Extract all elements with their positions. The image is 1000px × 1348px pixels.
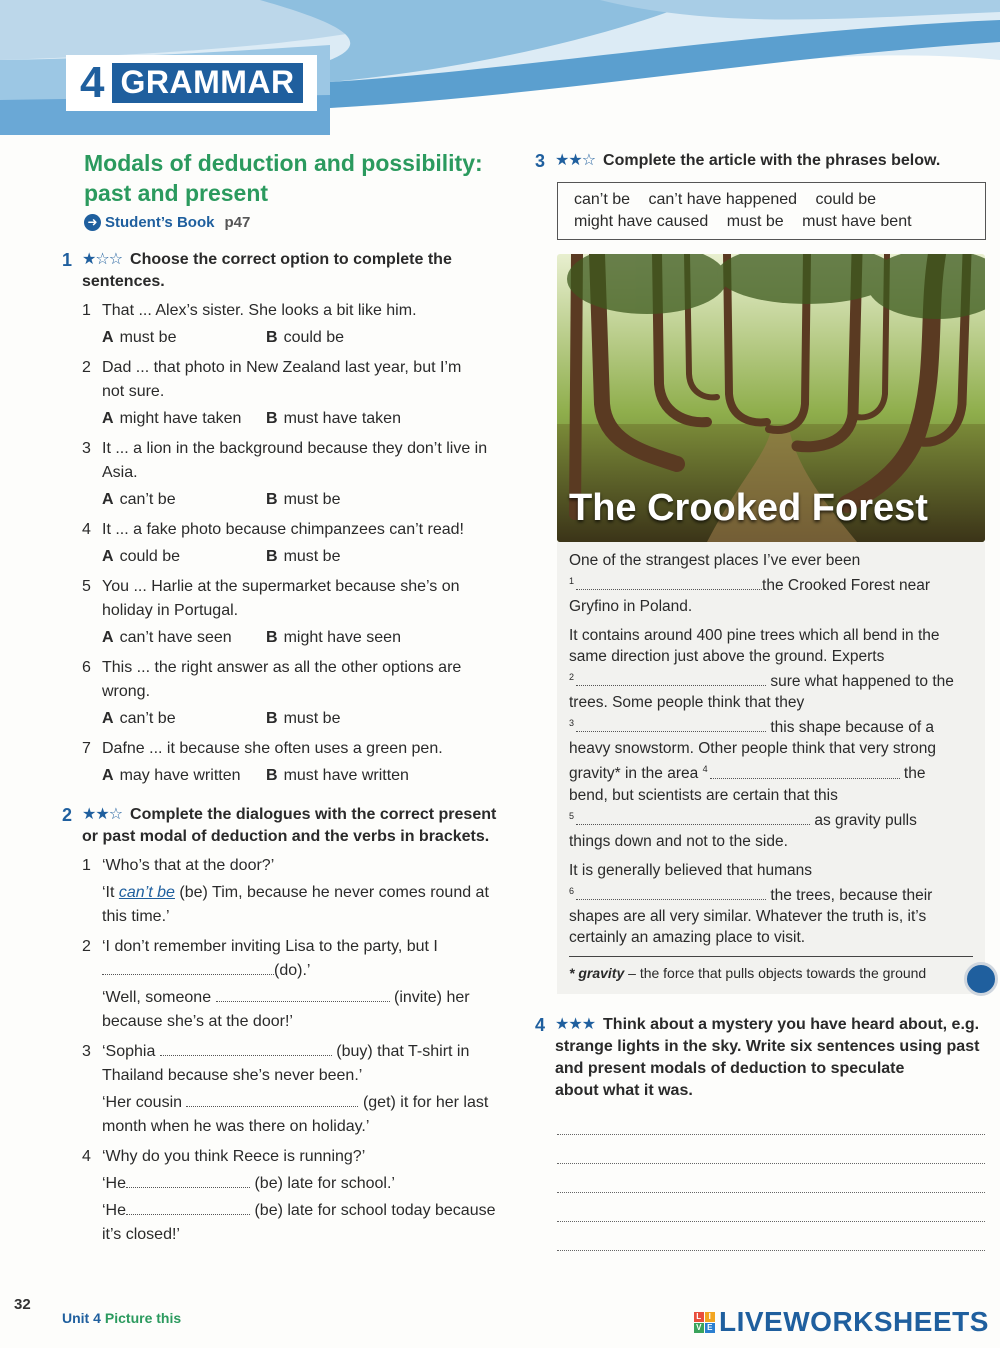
article-text-line: the <box>903 765 926 783</box>
item-sentence: Dad ... that photo in New Zealand last year, but I’m <box>102 359 462 376</box>
sb-label: Student’s Book <box>105 214 215 231</box>
article-text-line: gravity* in the area <box>569 765 699 783</box>
option-b[interactable] <box>266 707 430 731</box>
option-b[interactable] <box>266 326 430 350</box>
answer-options <box>102 407 512 431</box>
item-sentence-cont: not sure. <box>102 383 165 400</box>
exercise-1-item <box>82 737 512 761</box>
response-text: (be) Tim, because he never comes round at <box>179 884 489 901</box>
article-text-line: It contains around 400 pine trees which all bend in the <box>569 627 940 645</box>
item-sentence: It ... a fake photo because chimpanzees can’t read! <box>102 521 464 538</box>
option-letter: B <box>266 629 278 646</box>
gap-number: 3 <box>569 718 575 729</box>
option-b[interactable] <box>266 407 430 431</box>
footer-unit <box>62 1310 181 1326</box>
option-a[interactable] <box>102 326 266 350</box>
option-text: can’t be <box>119 710 176 727</box>
option-text: must be <box>283 710 341 727</box>
option-letter: B <box>266 491 278 508</box>
exercise-instruction: Choose the correct option to complete the <box>130 251 452 268</box>
unit-number: 4 <box>80 58 105 107</box>
answer-gap[interactable] <box>576 717 766 732</box>
answer-gap[interactable] <box>576 885 766 900</box>
dialogue-question: ‘Sophia <box>102 1043 156 1060</box>
dialogue-1 <box>82 854 512 929</box>
phrase: could be <box>815 191 877 208</box>
item-number: 6 <box>82 659 91 676</box>
right-column <box>535 150 990 1251</box>
exercise-instruction-cont: or past modal of deduction and the verbs in brackets. <box>82 828 490 845</box>
answer-options <box>102 707 512 731</box>
item-number: 2 <box>82 938 91 955</box>
exercise-instruction-cont: sentences. <box>82 273 165 290</box>
photo-title: The Crooked Forest <box>569 487 928 529</box>
verb-hint: (be) late for school today because <box>254 1202 496 1219</box>
article-text-line: same direction just above the ground. Experts <box>569 648 885 666</box>
exercise-number: 1 <box>62 250 73 270</box>
option-text: must have taken <box>283 410 401 427</box>
dialogue-question: ‘Who’s that at the door?’ <box>102 857 275 874</box>
article-text-line: certainly an amazing place to visit. <box>569 928 806 946</box>
exercise-1-item <box>82 299 512 323</box>
response-text: ‘It <box>102 884 115 901</box>
answer-options <box>102 326 512 350</box>
article-text-line: It is generally believed that humans <box>569 861 812 879</box>
item-number: 5 <box>82 578 91 595</box>
gap-number: 4 <box>702 764 708 775</box>
item-number: 1 <box>82 302 91 319</box>
article-paragraph-3 <box>569 860 973 948</box>
writing-line[interactable] <box>557 1135 985 1164</box>
article-text-line: Gryfino in Poland. <box>569 598 693 616</box>
logo-letter: E <box>705 1323 715 1333</box>
exercise-2-heading <box>62 804 512 848</box>
article-paragraph-1 <box>569 550 973 617</box>
option-text: can’t have seen <box>119 629 232 646</box>
left-column <box>62 148 512 1247</box>
exercise-instruction-cont: and present modals of deduction to speculate <box>555 1059 905 1077</box>
answer-gap[interactable] <box>160 1041 332 1056</box>
item-sentence-cont: Asia. <box>102 464 138 481</box>
answer-gap[interactable] <box>216 987 390 1002</box>
section-title <box>84 148 512 208</box>
option-b[interactable] <box>266 488 430 512</box>
item-number: 3 <box>82 440 91 457</box>
logo-letter: L <box>694 1312 704 1322</box>
footnote <box>569 956 973 984</box>
article-paragraph-2 <box>569 625 973 852</box>
dialogue-question: ‘I don’t remember inviting Lisa to the party, but I <box>102 938 438 955</box>
answer-gap[interactable] <box>102 960 274 975</box>
option-b[interactable] <box>266 764 430 788</box>
page-number: 32 <box>14 1296 31 1313</box>
option-letter: B <box>266 548 278 565</box>
dialogue-2 <box>82 935 512 1034</box>
section-title-line1: Modals of deduction and possibility: <box>84 150 483 176</box>
exercise-number: 4 <box>535 1014 546 1035</box>
article-text-line: One of the strangest places I’ve ever been <box>569 552 861 569</box>
verb-hint: (get) it for her last <box>362 1094 489 1111</box>
option-a[interactable] <box>102 407 266 431</box>
phrase-box <box>557 182 986 240</box>
option-text: can’t be <box>119 491 176 508</box>
option-letter: A <box>102 767 114 784</box>
item-sentence-cont: holiday in Portugal. <box>102 602 239 619</box>
phrase: must be <box>726 213 784 230</box>
exercise-4-heading <box>535 1014 990 1102</box>
response-text: ‘He <box>102 1202 127 1219</box>
option-b[interactable] <box>266 626 430 650</box>
arrow-right-icon: ➜ <box>84 214 101 231</box>
writing-line[interactable] <box>557 1193 985 1222</box>
verb-hint: (do).’ <box>274 962 311 979</box>
gap-number: 5 <box>569 810 575 821</box>
exercise-3-heading <box>535 150 990 172</box>
answer-gap[interactable] <box>126 1173 250 1188</box>
answer-gap[interactable] <box>710 764 900 779</box>
article-text-line: as gravity pulls <box>814 811 917 829</box>
option-letter: B <box>266 710 278 727</box>
option-text: may have written <box>119 767 241 784</box>
option-a[interactable] <box>102 488 266 512</box>
option-a[interactable] <box>102 626 266 650</box>
item-number: 4 <box>82 1148 91 1165</box>
response-text: ‘Her cousin <box>102 1094 183 1111</box>
option-b[interactable] <box>266 545 430 569</box>
phrase: can’t have happened <box>648 191 798 208</box>
verb-hint: (invite) her <box>394 989 470 1006</box>
answer-gap[interactable] <box>186 1092 358 1107</box>
response-text: this time.’ <box>102 908 170 925</box>
answer-options <box>102 626 512 650</box>
answer-gap[interactable] <box>576 810 810 825</box>
dialogue-3 <box>82 1040 512 1139</box>
exercise-1-heading <box>62 249 512 293</box>
writing-line[interactable] <box>557 1222 985 1251</box>
exercise-instruction-cont: strange lights in the sky. Write six sentences using past <box>555 1037 980 1055</box>
answer-gap[interactable] <box>126 1200 250 1215</box>
article-text-line: the Crooked Forest near <box>762 577 931 595</box>
gap-number: 6 <box>569 885 575 896</box>
response-text: because she’s at the door!’ <box>102 1013 293 1030</box>
exercise-1-item <box>82 356 512 404</box>
footnote-definition: – the force that pulls objects towards the ground <box>628 964 927 981</box>
option-letter: B <box>266 767 278 784</box>
article-text-line: things down and not to the side. <box>569 832 788 850</box>
logo-letter: V <box>694 1323 704 1333</box>
option-letter: A <box>102 329 114 346</box>
exercise-instruction: Complete the article with the phrases below. <box>603 152 941 169</box>
article-text-line: trees. Some people think that they <box>569 694 805 712</box>
option-letter: A <box>102 629 114 646</box>
liveworksheets-logo <box>694 1306 989 1338</box>
article-text-line: shapes are all very similar. Whatever the truth is, it’s <box>569 907 927 925</box>
difficulty-stars-icon: ★☆☆ <box>82 251 123 268</box>
option-letter: A <box>102 491 114 508</box>
brand-name: LIVEWORKSHEETS <box>719 1306 989 1337</box>
item-sentence: That ... Alex’s sister. She looks a bit like him. <box>102 302 417 319</box>
verb-hint: (buy) that T-shirt in <box>336 1043 470 1060</box>
response-text: it’s closed!’ <box>102 1226 180 1243</box>
dialogue-response <box>102 881 489 929</box>
difficulty-stars-icon: ★★☆ <box>555 152 596 169</box>
option-text: must be <box>283 548 341 565</box>
response-text: ‘Well, someone <box>102 989 212 1006</box>
verb-hint: (be) late for school.’ <box>254 1175 395 1192</box>
exercise-instruction: Think about a mystery you have heard about, e.g. <box>603 1015 980 1033</box>
response-text: month when he was there on holiday.’ <box>102 1118 370 1135</box>
footnote-term: * gravity <box>569 964 625 981</box>
option-text: could be <box>283 329 345 346</box>
article-text-line: bend, but scientists are certain that this <box>569 786 838 804</box>
footer-unit-title: Picture this <box>104 1310 182 1326</box>
writing-line[interactable] <box>557 1106 985 1135</box>
answer-options <box>102 764 512 788</box>
exercise-1-items <box>62 299 512 788</box>
option-text: could be <box>119 548 181 565</box>
item-number: 1 <box>82 857 91 874</box>
item-number: 2 <box>82 359 91 376</box>
globe-icon[interactable] <box>964 962 998 996</box>
liveworksheets-icon <box>694 1312 715 1333</box>
gap-number: 1 <box>569 576 575 586</box>
logo-letter: I <box>705 1312 715 1322</box>
option-letter: B <box>266 410 278 427</box>
item-sentence-cont: wrong. <box>102 683 151 700</box>
item-number: 7 <box>82 740 91 757</box>
option-text: must have written <box>283 767 409 784</box>
sb-page: p47 <box>224 214 251 231</box>
article-text-line: sure what happened to the <box>770 673 954 691</box>
exercise-number: 2 <box>62 805 73 825</box>
answer-options <box>102 545 512 569</box>
article-text-line: this shape because of a <box>770 719 935 737</box>
option-letter: A <box>102 548 114 565</box>
phrase: must have bent <box>802 213 912 230</box>
item-sentence: This ... the right answer as all the other options are <box>102 659 462 676</box>
unit-heading <box>66 55 317 111</box>
writing-lines <box>535 1106 990 1251</box>
exercise-1-item <box>82 518 512 542</box>
example-answer: can’t be <box>118 884 175 901</box>
option-a[interactable] <box>102 545 266 569</box>
answer-gap[interactable] <box>576 671 766 686</box>
option-text: must be <box>119 329 177 346</box>
answer-gap[interactable] <box>576 575 762 590</box>
footer-unit-label: Unit 4 <box>62 1310 101 1326</box>
students-book-reference[interactable] <box>84 214 512 231</box>
option-text: must be <box>283 491 341 508</box>
option-a[interactable] <box>102 707 266 731</box>
exercise-1-item <box>82 656 512 704</box>
gap-number: 2 <box>569 672 575 683</box>
option-text: might have seen <box>283 629 401 646</box>
article-text <box>557 542 985 994</box>
answer-options <box>102 488 512 512</box>
item-number: 4 <box>82 521 91 538</box>
difficulty-stars-icon: ★★★ <box>555 1015 596 1033</box>
exercise-1-item <box>82 575 512 623</box>
exercise-instruction: Complete the dialogues with the correct present <box>130 806 497 823</box>
dialogue-question: Thailand because she’s never been.’ <box>102 1067 363 1084</box>
article-text-line: the trees, because their <box>770 886 933 904</box>
option-a[interactable] <box>102 764 266 788</box>
item-sentence: It ... a lion in the background because they don’t live in <box>102 440 488 457</box>
phrase: might have caused <box>574 213 709 230</box>
unit-label: GRAMMAR <box>112 63 302 102</box>
dialogue-4 <box>82 1145 512 1247</box>
item-sentence: Dafne ... it because she often uses a green pen. <box>102 740 443 757</box>
exercise-1-item <box>82 437 512 485</box>
option-letter: B <box>266 329 278 346</box>
section-title-line2: past and present <box>84 180 269 206</box>
exercise-instruction-cont: about what it was. <box>555 1081 693 1099</box>
response-text: ‘He <box>102 1175 127 1192</box>
dialogue-question: ‘Why do you think Reece is running?’ <box>102 1148 366 1165</box>
item-sentence: You ... Harlie at the supermarket because she’s on <box>102 578 460 595</box>
article-text-line: heavy snowstorm. Other people think that very strong <box>569 740 937 758</box>
option-text: might have taken <box>119 410 242 427</box>
exercise-number: 3 <box>535 151 546 171</box>
forest-photo <box>557 254 985 542</box>
writing-line[interactable] <box>557 1164 985 1193</box>
difficulty-stars-icon: ★★☆ <box>82 806 123 823</box>
item-number: 3 <box>82 1043 91 1060</box>
option-letter: A <box>102 710 114 727</box>
option-letter: A <box>102 410 114 427</box>
phrase: can’t be <box>574 191 631 208</box>
